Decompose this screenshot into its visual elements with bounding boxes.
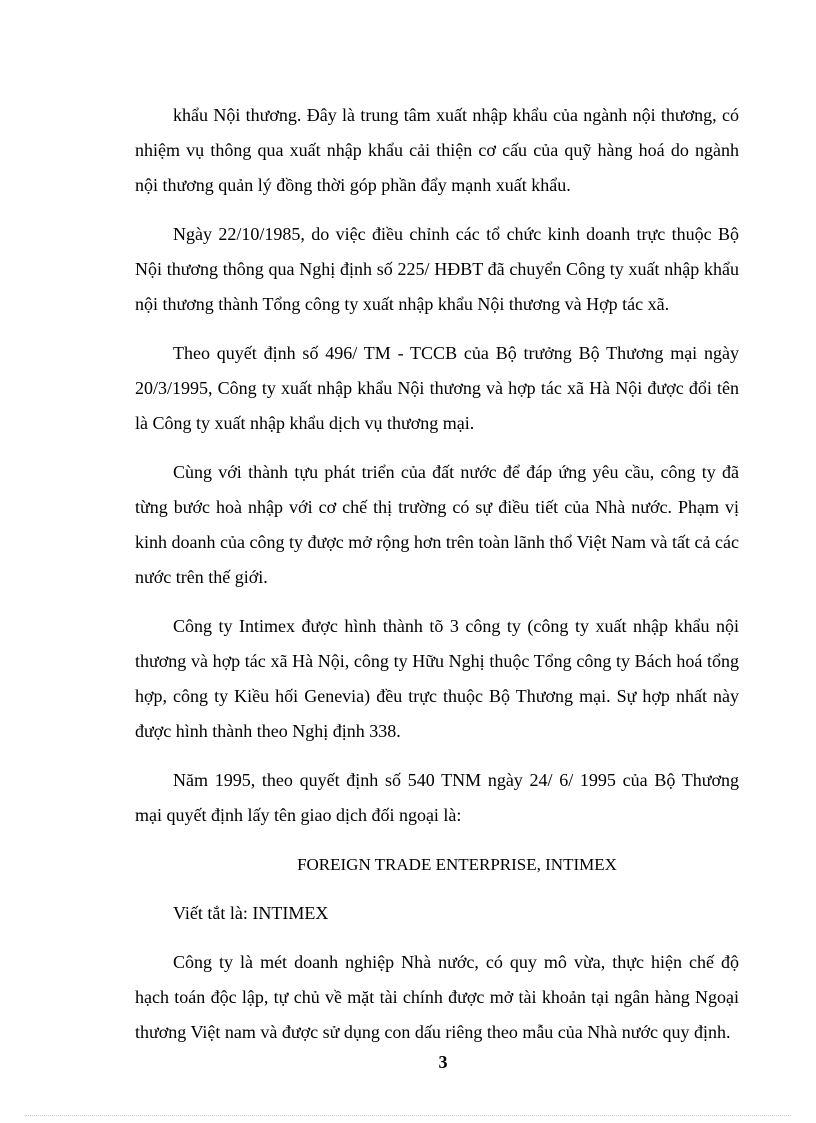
abbreviation-line: Viết tắt là: INTIMEX <box>173 903 329 923</box>
page-number: 3 <box>438 1052 448 1072</box>
paragraph-trade-name-decision: Năm 1995, theo quyết định số 540 TNM ngày 24/ 6/ 1995 của Bộ Thương mại quyết định lấy tên giao dịch đối ngoại là: <box>135 770 739 825</box>
document-body <box>135 98 739 1064</box>
page-bottom-divider <box>25 1115 791 1116</box>
paragraph-company-status: Công ty là mét doanh nghiệp Nhà nước, có quy mô vừa, thực hiện chế độ hạch toán độc lập, tự chủ về mặt tài chính được mở tài khoản tại ngân hàng Ngoại thương Việt nam và được sử dụng con dấu riêng theo mẫu của Nhà nước quy định. <box>135 952 739 1042</box>
paragraph-merger: Công ty Intimex được hình thành tõ 3 công ty (công ty xuất nhập khẩu nội thương và hợp tác xã Hà Nội, công ty Hữu Nghị thuộc Tổng công ty Bách hoá tổng hợp, công ty Kiều hối Genevia) đều trực thuộc Bộ Thương mại. Sự hợp nhất này được hình thành theo Nghị định 338. <box>135 616 739 741</box>
trade-name: FOREIGN TRADE ENTERPRISE, INTIMEX <box>297 855 617 874</box>
paragraph-history-intro: khẩu Nội thương. Đây là trung tâm xuất nhập khẩu của ngành nội thương, có nhiệm vụ thông qua xuất nhập khẩu cải thiện cơ cấu của quỹ hàng hoá do ngành nội thương quản lý đồng thời góp phần đẩy mạnh xuất khẩu. <box>135 105 739 195</box>
paragraph-1985-decree: Ngày 22/10/1985, do việc điều chỉnh các tổ chức kinh doanh trực thuộc Bộ Nội thương thông qua Nghị định số 225/ HĐBT đã chuyển Công ty xuất nhập khẩu nội thương thành Tổng công ty xuất nhập khẩu Nội thương và Hợp tác xã. <box>135 224 739 314</box>
paragraph-1995-rename: Theo quyết định số 496/ TM - TCCB của Bộ trưởng Bộ Thương mại ngày 20/3/1995, Công ty xuất nhập khẩu Nội thương và hợp tác xã Hà Nội được đổi tên là Công ty xuất nhập khẩu dịch vụ thương mại. <box>135 343 739 433</box>
paragraph-market-integration: Cùng với thành tựu phát triển của đất nước để đáp ứng yêu cầu, công ty đã từng bước hoà nhập với cơ chế thị trường có sự điều tiết của Nhà nước. Phạm vị kinh doanh của công ty được mở rộng hơn trên toàn lãnh thổ Việt Nam và tất cả các nước trên thế giới. <box>135 462 739 587</box>
